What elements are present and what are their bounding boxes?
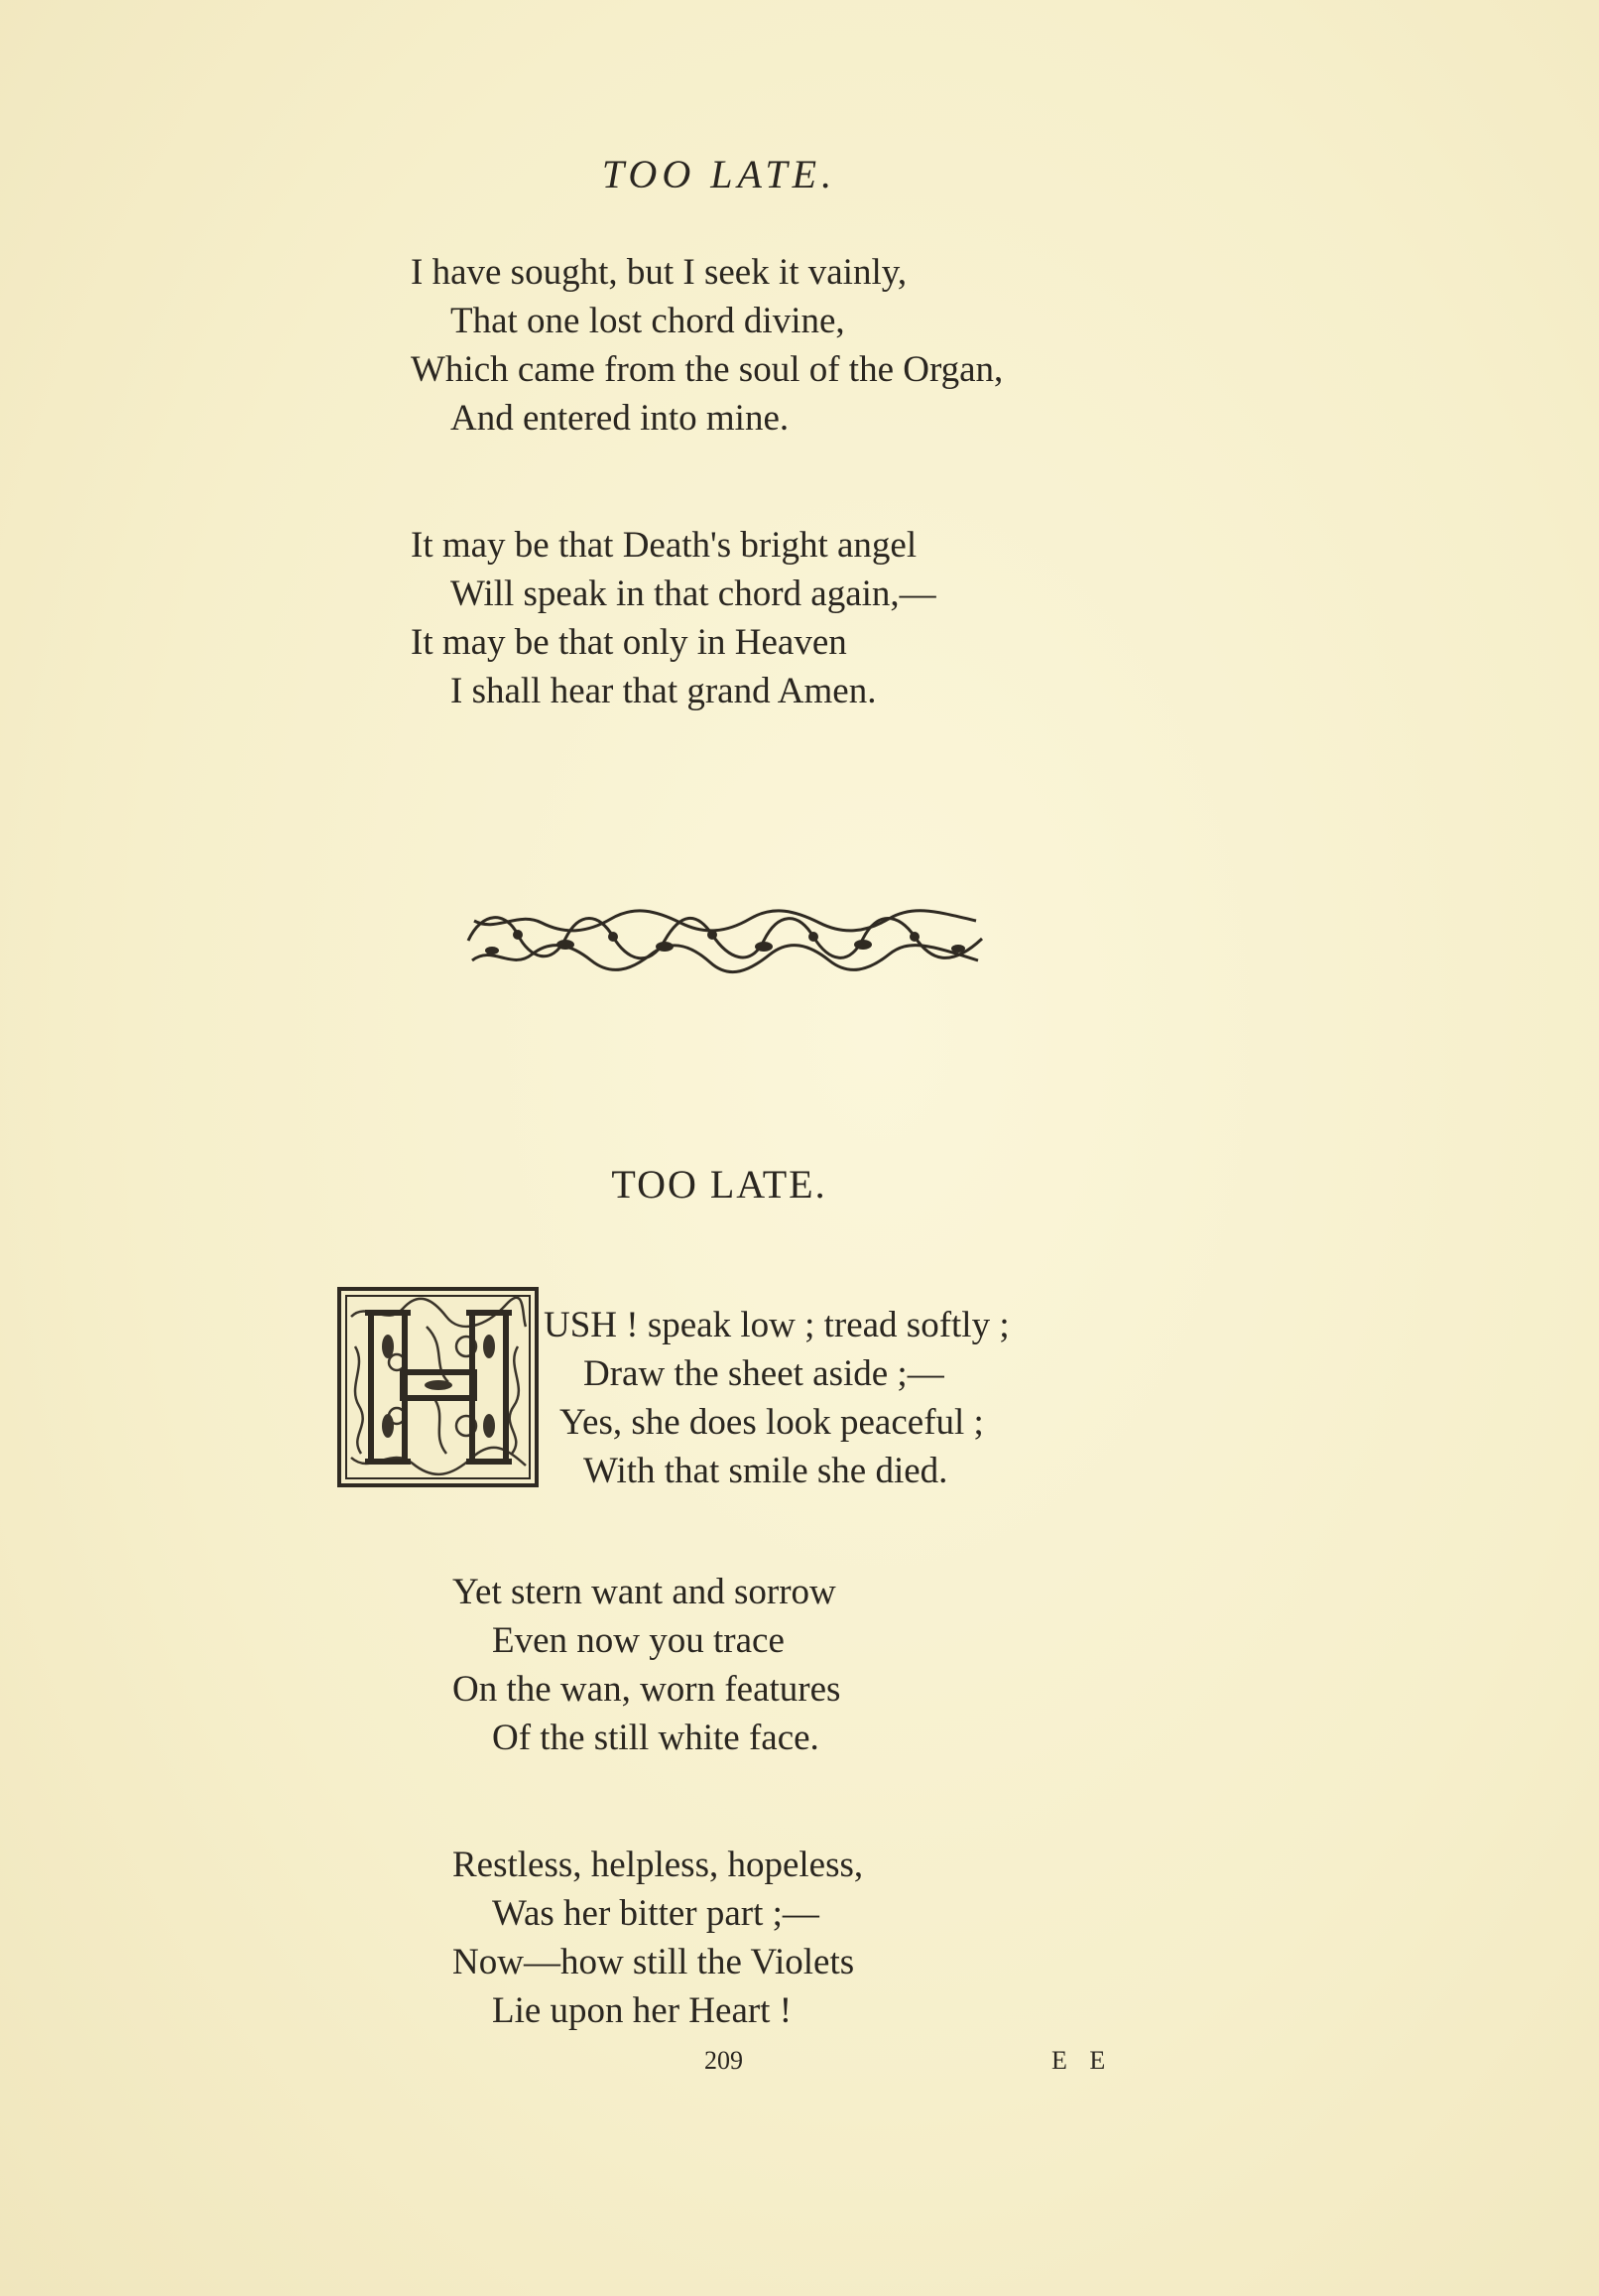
poem2-stanza-1 [544, 1301, 1010, 1495]
poem-line: With that smile she died. [583, 1451, 948, 1491]
poem-line: Which came from the soul of the Organ, [411, 349, 1004, 390]
poem-line: Of the still white face. [492, 1718, 819, 1758]
poem-line: Draw the sheet aside ;— [583, 1353, 944, 1394]
floral-ornament-divider [462, 905, 988, 976]
poem-line: That one lost chord divine, [450, 301, 845, 341]
poem-line: Yes, she does look peaceful ; [559, 1402, 984, 1443]
poem2-stanza-3 [452, 1841, 863, 2035]
poem-line: I have sought, but I seek it vainly, [411, 252, 908, 293]
poem-line: On the wan, worn features [452, 1669, 841, 1710]
poem-line: Restless, helpless, hopeless, [452, 1845, 864, 1885]
floral-ornament-icon [462, 905, 988, 976]
poem-line: Was her bitter part ;— [492, 1893, 819, 1934]
poem2-stanza-2 [452, 1568, 840, 1762]
illuminated-letter-h-icon [337, 1287, 539, 1487]
printer-signature: E E [1051, 2046, 1114, 2075]
poem-line: Lie upon her Heart ! [492, 1990, 793, 2031]
poem1-stanza-1 [411, 248, 1003, 443]
poem-line: Yet stern want and sorrow [452, 1572, 836, 1612]
poem-title: TOO LATE. [611, 1162, 827, 1207]
poem-line: Even now you trace [492, 1620, 785, 1661]
poem1-stanza-2 [411, 521, 936, 715]
poem-line: Will speak in that chord again,— [450, 574, 936, 614]
poem-line: I shall hear that grand Amen. [450, 671, 877, 711]
decorated-dropcap [337, 1287, 539, 1487]
running-head: TOO LATE. [601, 152, 837, 196]
page-number: 209 [704, 2046, 743, 2075]
poem-line: And entered into mine. [450, 398, 790, 439]
poem-line: It may be that only in Heaven [411, 622, 847, 663]
poem-line: Now—how still the Violets [452, 1942, 855, 1982]
poem-line: USH ! speak low ; tread softly ; [544, 1305, 1010, 1345]
poem-line: It may be that Death's bright angel [411, 525, 918, 566]
